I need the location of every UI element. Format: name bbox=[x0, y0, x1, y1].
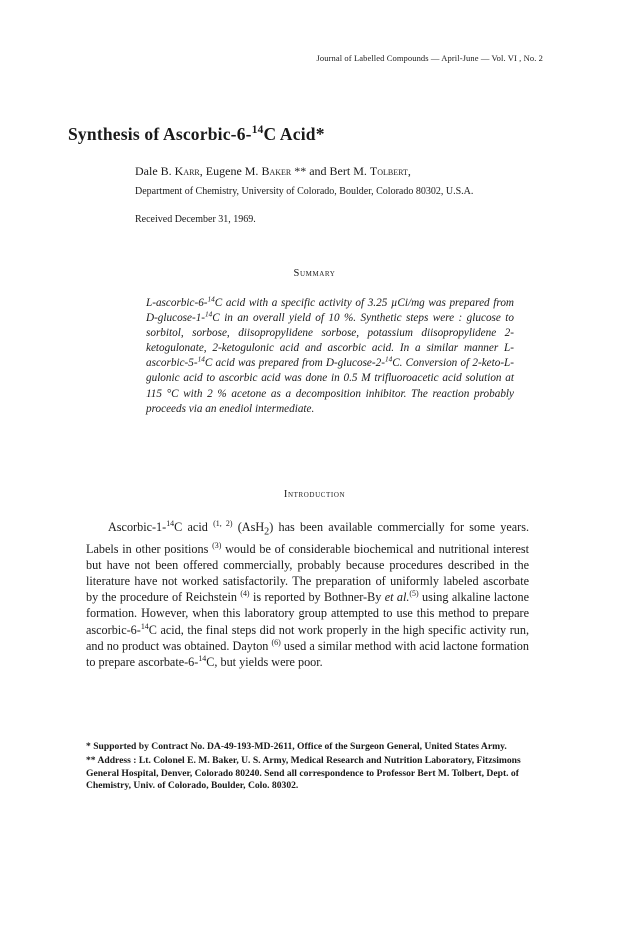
author-1-last: Karr bbox=[174, 164, 200, 178]
summary-text: C acid with a specific activity of 3.25 µCi/mg was prepared from D-glucose-1- bbox=[146, 297, 514, 325]
intro-sub: 2 bbox=[264, 526, 270, 538]
title-text: Synthesis of Ascorbic-6- bbox=[68, 124, 252, 144]
summary-text: C acid was prepared from D-glucose-2- bbox=[204, 357, 385, 370]
summary-sup: 14 bbox=[197, 355, 205, 364]
citation-ref: (5) bbox=[409, 589, 419, 599]
intro-sup: 14 bbox=[166, 518, 175, 528]
running-head: Journal of Labelled Compounds — April-June — Vol. VI , No. 2 bbox=[316, 53, 543, 63]
author-2-last: Baker bbox=[261, 164, 292, 178]
author-1-first: Dale B. bbox=[135, 164, 175, 178]
citation-ref: (6) bbox=[271, 637, 281, 647]
affiliation: Department of Chemistry, University of Colorado, Boulder, Colorado 80302, U.S.A. bbox=[135, 186, 474, 197]
summary-text: L-ascorbic-6- bbox=[146, 297, 208, 309]
citation-ref: (3) bbox=[212, 540, 222, 550]
intro-text: (AsH bbox=[232, 520, 265, 534]
footnote-address: ** Address : Lt. Colonel E. M. Baker, U. S. Army, Medical Research and Nutrition Laboratory, Fitzsimons General Hospital, Denver, Colorado 80240. Send all correspondence to Professor Bert M. Tolbert, Dept. of Chemistry, Univ. of Colorado, Boulder, Colo. 80302. bbox=[86, 754, 521, 792]
footnote-funding: * Supported by Contract No. DA-49-193-MD-2611, Office of the Surgeon General, United States Army. bbox=[86, 741, 507, 752]
title-superscript: 14 bbox=[251, 124, 264, 137]
summary-abstract bbox=[146, 296, 514, 417]
intro-italic: et al. bbox=[384, 590, 410, 605]
author-3-first: ** and Bert M. bbox=[291, 164, 370, 178]
intro-text: Ascorbic-1- bbox=[108, 520, 167, 534]
article-title bbox=[68, 124, 325, 145]
summary-text: C. Conversion of 2-keto-L-gulonic acid to ascorbic acid was done in 0.5 M trifluoroacetic acid solution at 115 °C with 2 % acetone as a decomposition inhibitor. The reaction probably proceeds via an enediol intermediate. bbox=[146, 357, 514, 415]
intro-text: is reported by Bothner-By bbox=[249, 590, 385, 605]
summary-text: C in an overall yield of 10 %. Synthetic steps were : glucose to sorbitol, sorbose, diisopropylidene sorbose, potassium diisopropylidene 2-ketogulonate, 2-ketogulonic acid and ascorbic acid. In a similar manner L-ascorbic-5- bbox=[146, 312, 514, 370]
summary-sup: 14 bbox=[207, 295, 215, 304]
author-line bbox=[135, 164, 411, 179]
intro-sup: 14 bbox=[140, 621, 149, 631]
intro-text: would be of considerable biochemical and nutritional interest but have not been offered commercially, probably because procedures described in the literature have not worked satisfactorily. The preparation of uniformly labeled ascorbate by the procedure of Reichstein bbox=[86, 541, 530, 605]
author-2-first: , Eugene M. bbox=[199, 164, 262, 178]
citation-ref: (4) bbox=[240, 589, 250, 599]
received-date: Received December 31, 1969. bbox=[135, 214, 256, 225]
intro-text: C, but yields were poor. bbox=[206, 655, 323, 670]
intro-text: used a similar method with acid lactone formation to prepare ascorbate-6- bbox=[86, 638, 529, 670]
intro-text: using alkaline lactone formation. However, when this laboratory group attempted to use this method to prepare ascorbic-6- bbox=[86, 590, 529, 637]
intro-text: C acid, the final steps did not work properly in the high specific activity run, and no product was obtained. Dayton bbox=[86, 622, 529, 653]
introduction-paragraph bbox=[86, 519, 529, 670]
citation-ref: (1, 2) bbox=[213, 518, 233, 528]
introduction-heading: Introduction bbox=[283, 489, 346, 500]
summary-sup: 14 bbox=[205, 310, 213, 319]
intro-text: ) has been available commercially for some years. Labels in other positions bbox=[86, 520, 530, 556]
author-line-end: , bbox=[407, 164, 411, 178]
title-text-end: C Acid* bbox=[263, 124, 325, 144]
author-3-last: Tolbert bbox=[369, 164, 408, 178]
intro-sup: 14 bbox=[198, 654, 207, 663]
intro-text: C acid bbox=[174, 520, 214, 534]
summary-sup: 14 bbox=[384, 355, 393, 364]
footnotes bbox=[86, 741, 529, 794]
summary-heading: Summary bbox=[293, 268, 336, 279]
